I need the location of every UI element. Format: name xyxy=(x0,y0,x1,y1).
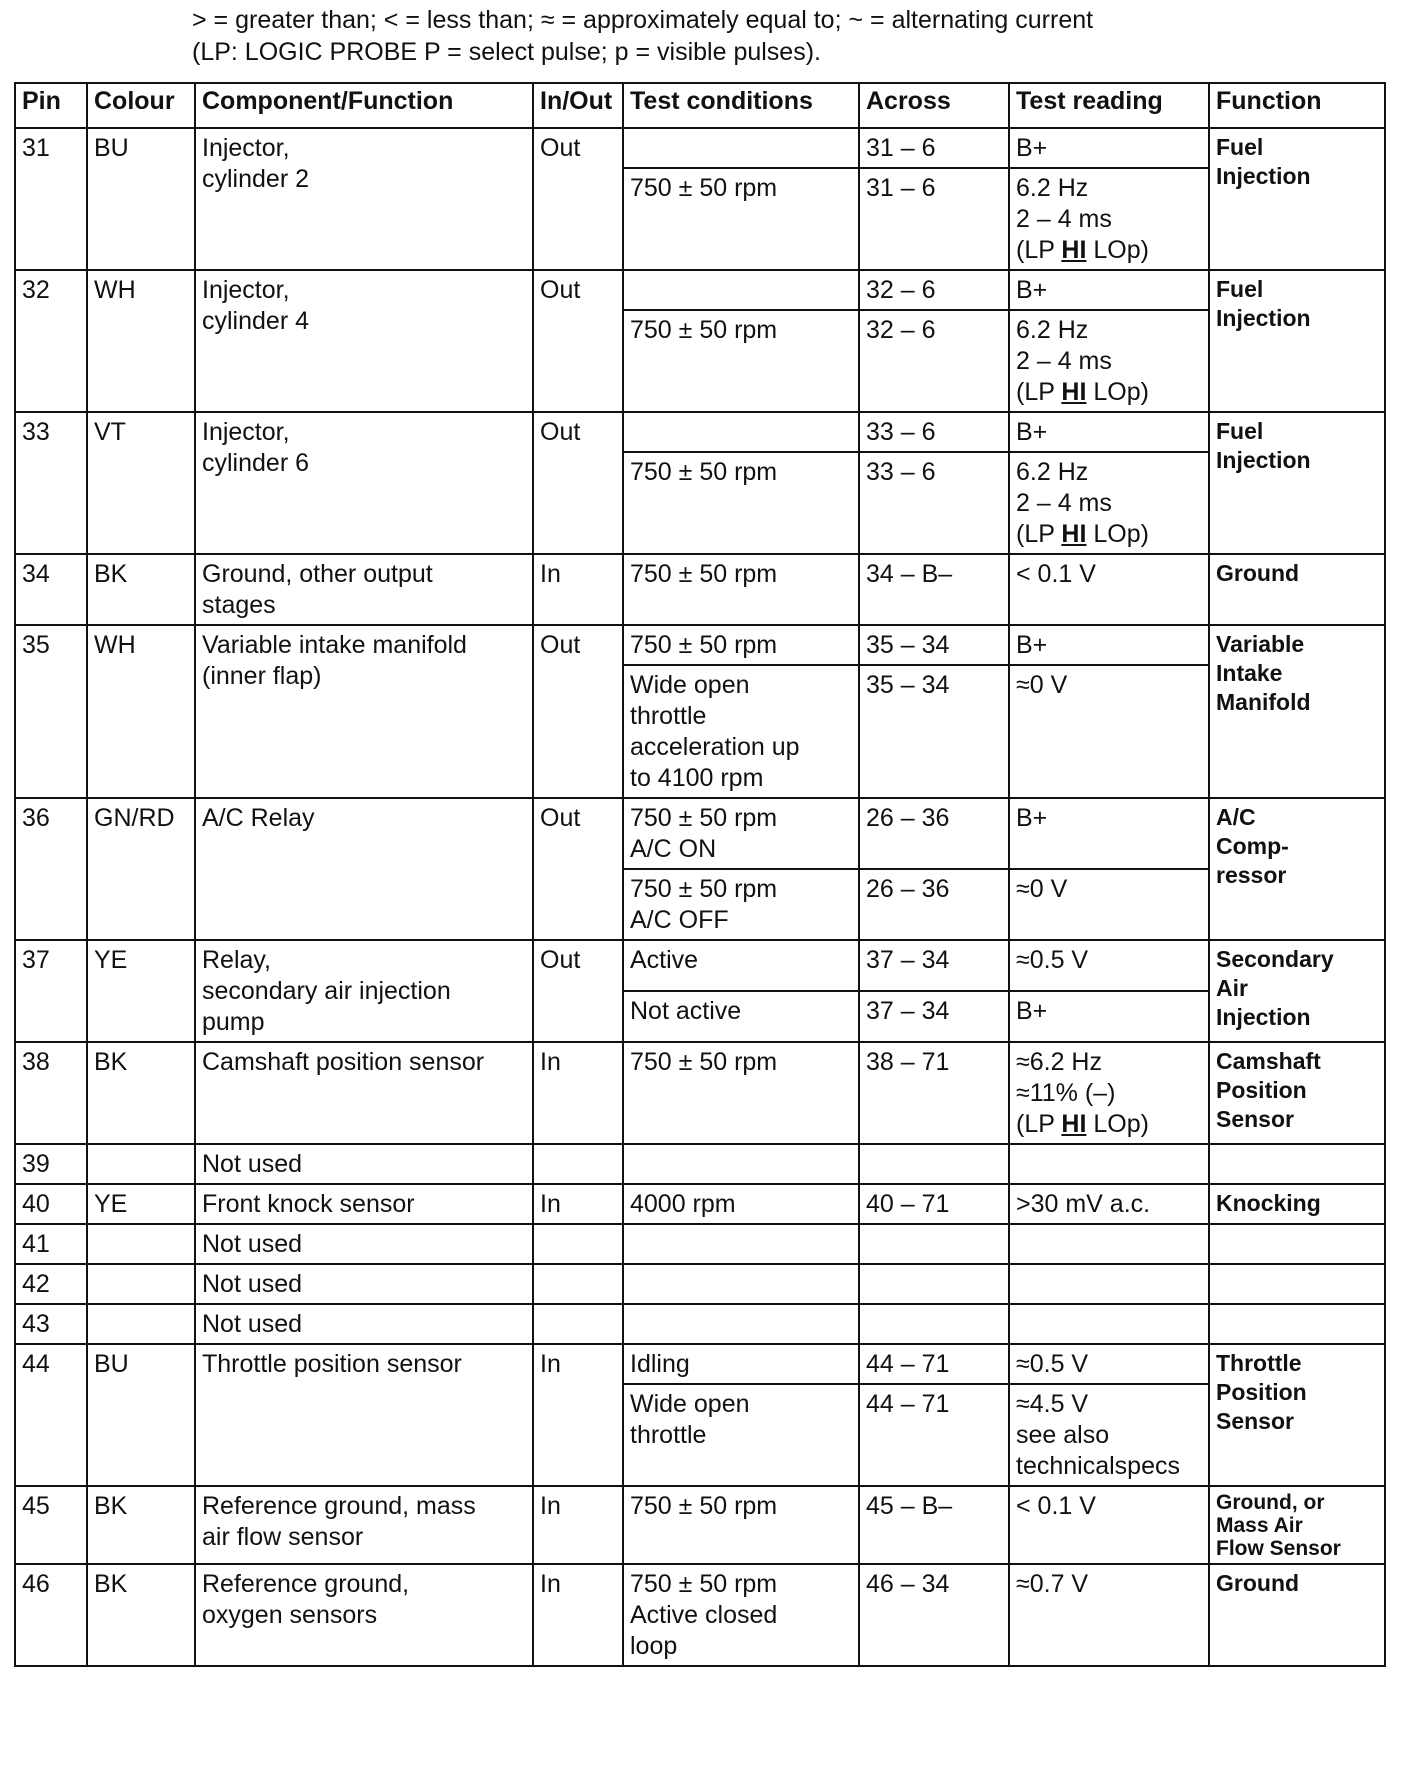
conditions-text: Wide open throttle acceleration up to 4100 rpm xyxy=(630,671,800,792)
pin-cell: 46 xyxy=(15,1564,87,1666)
across-cell: 33 – 6 xyxy=(859,452,1009,554)
function-text: Fuel Injection xyxy=(1216,134,1311,189)
pin-cell: 42 xyxy=(15,1264,87,1304)
colour-cell: BU xyxy=(87,1344,195,1486)
component-text: Variable intake manifold (inner flap) xyxy=(202,631,467,690)
component-cell xyxy=(195,554,533,625)
across-cell: 40 – 71 xyxy=(859,1184,1009,1224)
conditions-cell xyxy=(623,1224,859,1264)
colour-cell: BU xyxy=(87,128,195,270)
reading-text: 6.2 Hz 2 – 4 ms (LP HI LOp) xyxy=(1016,316,1149,406)
pin-cell: 41 xyxy=(15,1224,87,1264)
conditions-cell xyxy=(623,1564,859,1666)
component-cell: Not used xyxy=(195,1304,533,1344)
inout-cell: Out xyxy=(533,940,623,1042)
inout-cell: Out xyxy=(533,128,623,270)
pin-table xyxy=(14,82,1386,1667)
reading-cell: ≈0 V xyxy=(1009,869,1209,940)
across-cell: 35 – 34 xyxy=(859,625,1009,665)
conditions-cell: 750 ± 50 rpm xyxy=(623,1486,859,1564)
across-cell: 44 – 71 xyxy=(859,1384,1009,1486)
reading-text: 6.2 Hz 2 – 4 ms (LP HI LOp) xyxy=(1016,174,1149,264)
component-text: Injector, cylinder 2 xyxy=(202,134,309,193)
inout-cell xyxy=(533,1144,623,1184)
across-cell: 46 – 34 xyxy=(859,1564,1009,1666)
across-cell xyxy=(859,1264,1009,1304)
table-row xyxy=(15,128,1385,168)
component-cell xyxy=(195,412,533,554)
conditions-cell: 4000 rpm xyxy=(623,1184,859,1224)
function-text: Camshaft Position Sensor xyxy=(1216,1048,1321,1132)
table-row xyxy=(15,412,1385,452)
conditions-cell xyxy=(623,1384,859,1486)
component-text: Ground, other output stages xyxy=(202,560,433,619)
component-cell xyxy=(195,625,533,798)
conditions-cell: Not active xyxy=(623,991,859,1042)
reading-cell: ≈0.7 V xyxy=(1009,1564,1209,1666)
across-cell xyxy=(859,1224,1009,1264)
colour-cell xyxy=(87,1304,195,1344)
across-cell xyxy=(859,1304,1009,1344)
function-cell xyxy=(1209,1304,1385,1344)
inout-cell: Out xyxy=(533,412,623,554)
inout-cell: Out xyxy=(533,270,623,412)
reading-text: ≈4.5 V see also technicalspecs xyxy=(1016,1390,1180,1480)
colour-cell: YE xyxy=(87,940,195,1042)
function-cell xyxy=(1209,940,1385,1042)
reading-cell xyxy=(1009,452,1209,554)
across-cell: 37 – 34 xyxy=(859,940,1009,991)
across-cell: 31 – 6 xyxy=(859,128,1009,168)
conditions-cell xyxy=(623,270,859,310)
reading-cell: < 0.1 V xyxy=(1009,1486,1209,1564)
component-cell xyxy=(195,270,533,412)
header-function: Function xyxy=(1209,83,1385,128)
reading-cell xyxy=(1009,1384,1209,1486)
conditions-text: 750 ± 50 rpm A/C OFF xyxy=(630,875,778,934)
reading-cell: B+ xyxy=(1009,991,1209,1042)
across-cell: 32 – 6 xyxy=(859,270,1009,310)
colour-cell xyxy=(87,1264,195,1304)
colour-cell xyxy=(87,1144,195,1184)
inout-cell: Out xyxy=(533,798,623,940)
table-row xyxy=(15,1224,1385,1264)
inout-cell xyxy=(533,1264,623,1304)
pin-cell: 34 xyxy=(15,554,87,625)
function-cell xyxy=(1209,625,1385,798)
component-cell xyxy=(195,798,533,940)
reading-cell xyxy=(1009,1144,1209,1184)
inout-cell xyxy=(533,1304,623,1344)
component-cell: Throttle position sensor xyxy=(195,1344,533,1486)
reading-cell: ≈0.5 V xyxy=(1009,940,1209,991)
table-row xyxy=(15,798,1385,869)
pin-cell: 32 xyxy=(15,270,87,412)
component-text: A/C Relay xyxy=(202,804,315,832)
reading-cell: B+ xyxy=(1009,128,1209,168)
function-text: Fuel Injection xyxy=(1216,418,1311,473)
inout-cell: In xyxy=(533,1184,623,1224)
across-cell: 45 – B– xyxy=(859,1486,1009,1564)
reading-cell: < 0.1 V xyxy=(1009,554,1209,625)
pin-cell: 45 xyxy=(15,1486,87,1564)
inout-cell xyxy=(533,1224,623,1264)
colour-cell: BK xyxy=(87,1486,195,1564)
colour-cell: BK xyxy=(87,1564,195,1666)
conditions-cell xyxy=(623,1304,859,1344)
conditions-cell: 750 ± 50 rpm xyxy=(623,1042,859,1144)
reading-cell: B+ xyxy=(1009,412,1209,452)
conditions-text: Wide open throttle xyxy=(630,1390,750,1449)
colour-cell: BK xyxy=(87,554,195,625)
function-text: Secondary Air Injection xyxy=(1216,946,1334,1030)
pin-cell: 38 xyxy=(15,1042,87,1144)
component-cell: Not used xyxy=(195,1144,533,1184)
function-cell xyxy=(1209,1224,1385,1264)
legend xyxy=(192,4,1093,68)
pin-cell: 39 xyxy=(15,1144,87,1184)
reading-cell xyxy=(1009,310,1209,412)
reading-text: 6.2 Hz 2 – 4 ms (LP HI LOp) xyxy=(1016,458,1149,548)
function-cell xyxy=(1209,1264,1385,1304)
colour-cell: VT xyxy=(87,412,195,554)
table-row xyxy=(15,1304,1385,1344)
across-cell: 32 – 6 xyxy=(859,310,1009,412)
pin-cell: 43 xyxy=(15,1304,87,1344)
conditions-cell: Active xyxy=(623,940,859,991)
component-cell: Not used xyxy=(195,1224,533,1264)
function-cell xyxy=(1209,1486,1385,1564)
conditions-text: 750 ± 50 rpm A/C ON xyxy=(630,804,778,863)
header-conditions: Test conditions xyxy=(623,83,859,128)
function-cell xyxy=(1209,1144,1385,1184)
colour-cell: GN/RD xyxy=(87,798,195,940)
component-text: Relay, secondary air injection pump xyxy=(202,946,451,1036)
table-row xyxy=(15,1042,1385,1144)
table-row xyxy=(15,270,1385,310)
conditions-cell: 750 ± 50 rpm xyxy=(623,452,859,554)
conditions-text: 750 ± 50 rpm Active closed loop xyxy=(630,1570,778,1660)
colour-cell: BK xyxy=(87,1042,195,1144)
reading-cell: B+ xyxy=(1009,625,1209,665)
table-row xyxy=(15,1344,1385,1384)
conditions-cell: 750 ± 50 rpm xyxy=(623,310,859,412)
function-text: Fuel Injection xyxy=(1216,276,1311,331)
table-row xyxy=(15,1264,1385,1304)
reading-text: ≈6.2 Hz ≈11% (–) (LP HI LOp) xyxy=(1016,1048,1149,1138)
conditions-cell xyxy=(623,869,859,940)
component-cell xyxy=(195,1486,533,1564)
reading-cell: ≈0 V xyxy=(1009,665,1209,798)
reading-cell xyxy=(1009,1042,1209,1144)
colour-cell xyxy=(87,1224,195,1264)
header-across: Across xyxy=(859,83,1009,128)
across-cell xyxy=(859,1144,1009,1184)
pin-cell: 37 xyxy=(15,940,87,1042)
reading-cell: ≈0.5 V xyxy=(1009,1344,1209,1384)
conditions-cell: 750 ± 50 rpm xyxy=(623,625,859,665)
reading-cell: B+ xyxy=(1009,798,1209,869)
across-cell: 31 – 6 xyxy=(859,168,1009,270)
component-cell: Front knock sensor xyxy=(195,1184,533,1224)
across-cell: 33 – 6 xyxy=(859,412,1009,452)
legend-line-2: (LP: LOGIC PROBE P = select pulse; p = visible pulses). xyxy=(192,38,821,66)
reading-cell xyxy=(1009,168,1209,270)
conditions-cell xyxy=(623,1264,859,1304)
function-cell xyxy=(1209,1042,1385,1144)
pin-cell: 44 xyxy=(15,1344,87,1486)
component-cell xyxy=(195,1564,533,1666)
conditions-cell xyxy=(623,128,859,168)
header-pin: Pin xyxy=(15,83,87,128)
function-cell: Knocking xyxy=(1209,1184,1385,1224)
function-cell xyxy=(1209,1344,1385,1486)
pin-cell: 40 xyxy=(15,1184,87,1224)
across-cell: 37 – 34 xyxy=(859,991,1009,1042)
component-text: Injector, cylinder 6 xyxy=(202,418,309,477)
function-cell: Ground xyxy=(1209,1564,1385,1666)
function-cell xyxy=(1209,128,1385,270)
header-inout: In/Out xyxy=(533,83,623,128)
component-cell: Camshaft position sensor xyxy=(195,1042,533,1144)
conditions-cell xyxy=(623,412,859,452)
component-cell xyxy=(195,128,533,270)
across-cell: 38 – 71 xyxy=(859,1042,1009,1144)
function-text: A/C Comp- ressor xyxy=(1216,804,1289,888)
conditions-cell xyxy=(623,1144,859,1184)
pin-cell: 35 xyxy=(15,625,87,798)
pin-cell: 33 xyxy=(15,412,87,554)
colour-cell: WH xyxy=(87,625,195,798)
reading-cell xyxy=(1009,1304,1209,1344)
component-text: Reference ground, oxygen sensors xyxy=(202,1570,410,1629)
inout-cell: In xyxy=(533,1042,623,1144)
across-cell: 26 – 36 xyxy=(859,798,1009,869)
header-component: Component/Function xyxy=(195,83,533,128)
across-cell: 44 – 71 xyxy=(859,1344,1009,1384)
pin-cell: 31 xyxy=(15,128,87,270)
across-cell: 34 – B– xyxy=(859,554,1009,625)
across-cell: 35 – 34 xyxy=(859,665,1009,798)
reading-cell: >30 mV a.c. xyxy=(1009,1184,1209,1224)
component-cell: Not used xyxy=(195,1264,533,1304)
conditions-cell: Idling xyxy=(623,1344,859,1384)
table-row xyxy=(15,625,1385,665)
conditions-cell xyxy=(623,665,859,798)
table-row xyxy=(15,1564,1385,1666)
inout-cell: In xyxy=(533,554,623,625)
legend-line-1: > = greater than; < = less than; ≈ = approximately equal to; ~ = alternating current xyxy=(192,6,1094,34)
function-cell xyxy=(1209,554,1385,625)
table-row xyxy=(15,1184,1385,1224)
conditions-cell xyxy=(623,798,859,869)
inout-cell: In xyxy=(533,1344,623,1486)
component-cell xyxy=(195,940,533,1042)
header-colour: Colour xyxy=(87,83,195,128)
reading-cell xyxy=(1009,1224,1209,1264)
reading-cell xyxy=(1009,1264,1209,1304)
function-text: Variable Intake Manifold xyxy=(1216,631,1311,715)
table-row xyxy=(15,1144,1385,1184)
across-cell: 26 – 36 xyxy=(859,869,1009,940)
component-text: Reference ground, mass air flow sensor xyxy=(202,1492,476,1551)
component-text: Injector, cylinder 4 xyxy=(202,276,309,335)
header-reading: Test reading xyxy=(1009,83,1209,128)
conditions-cell: 750 ± 50 rpm xyxy=(623,168,859,270)
table-row xyxy=(15,554,1385,625)
table-row xyxy=(15,940,1385,991)
inout-cell: In xyxy=(533,1564,623,1666)
conditions-cell: 750 ± 50 rpm xyxy=(623,554,859,625)
colour-cell: YE xyxy=(87,1184,195,1224)
pin-cell: 36 xyxy=(15,798,87,940)
function-cell xyxy=(1209,798,1385,940)
header-row xyxy=(15,83,1385,128)
table-row xyxy=(15,1486,1385,1564)
inout-cell: In xyxy=(533,1486,623,1564)
reading-cell: B+ xyxy=(1009,270,1209,310)
function-text: Ground, or Mass Air Flow Sensor xyxy=(1216,1491,1341,1560)
function-text: Throttle Position Sensor xyxy=(1216,1350,1307,1434)
function-text: Ground xyxy=(1216,560,1300,586)
function-cell xyxy=(1209,270,1385,412)
function-cell xyxy=(1209,412,1385,554)
colour-cell: WH xyxy=(87,270,195,412)
inout-cell: Out xyxy=(533,625,623,798)
